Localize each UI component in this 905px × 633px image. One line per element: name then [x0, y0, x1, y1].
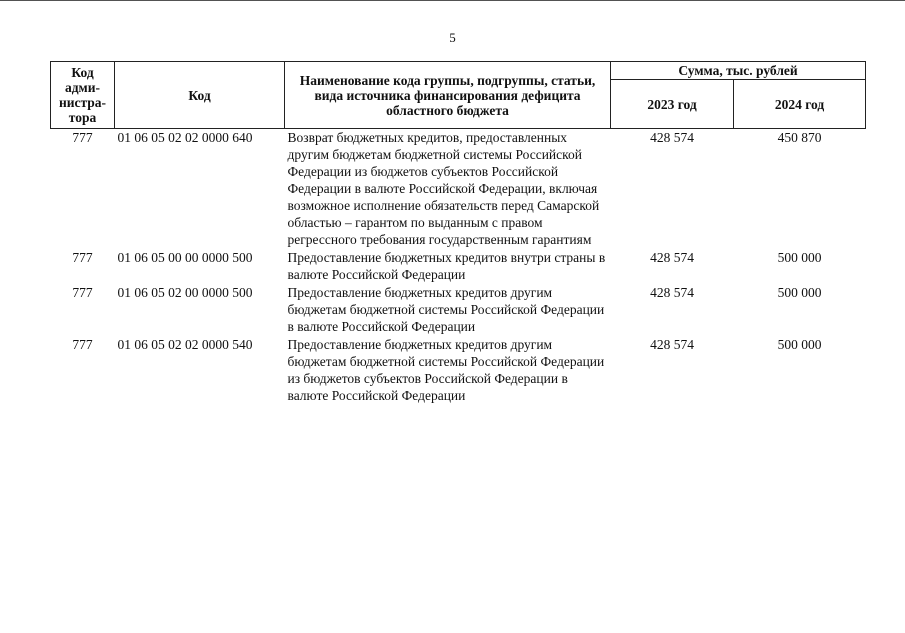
header-year-2023: 2023 год [611, 80, 734, 129]
header-name: Наименование кода группы, подгруппы, статьи, вида источника финансирования дефицита областного бюджета [285, 62, 611, 129]
cell-code: 01 06 05 02 00 0000 500 [117, 285, 253, 300]
header-code: Код [115, 62, 285, 129]
header-admin-code: Код адми-нистра-тора [51, 62, 115, 129]
cell-2024: 450 870 [777, 130, 822, 145]
cell-admin: 777 [72, 285, 93, 300]
cell-admin: 777 [72, 130, 93, 145]
cell-admin: 777 [72, 337, 93, 352]
page-top-edge [0, 0, 905, 3]
cell-name: Предоставление бюджетных кредитов внутри страны в валюте Российской Федерации [287, 250, 606, 282]
table-row [51, 284, 866, 336]
page-number: 5 [449, 30, 456, 45]
cell-code: 01 06 05 02 02 0000 540 [117, 337, 253, 352]
cell-code: 01 06 05 00 00 0000 500 [117, 250, 253, 265]
cell-2024: 500 000 [777, 285, 822, 300]
cell-2023: 428 574 [650, 130, 694, 145]
cell-2023: 428 574 [650, 250, 694, 265]
cell-name: Предоставление бюджетных кредитов другим бюджетам бюджетной системы Российской Федерации из бюджетов субъектов Российской Федерации в валюте Российской Федерации [287, 337, 605, 403]
table-header [51, 62, 866, 129]
cell-2024: 500 000 [777, 337, 822, 352]
cell-name: Возврат бюджетных кредитов, предоставленных другим бюджетам бюджетной системы Российской Федерации из бюджетов субъектов Российской Федерации в валюте Российской Федерации, включая возможное исполнение обязательств перед Самарской областью – гарантом по выданным с правом регрессного требования государственным гарантиям [287, 130, 600, 247]
table-row [51, 249, 866, 284]
budget-sources-table [50, 61, 866, 405]
table-row [51, 129, 866, 250]
cell-2023: 428 574 [650, 285, 694, 300]
table-body [51, 129, 866, 406]
cell-2023: 428 574 [650, 337, 694, 352]
table-row [51, 336, 866, 405]
header-sum: Сумма, тыс. рублей [611, 62, 866, 80]
cell-admin: 777 [72, 250, 93, 265]
cell-2024: 500 000 [777, 250, 822, 265]
cell-code: 01 06 05 02 02 0000 640 [117, 130, 253, 145]
cell-name: Предоставление бюджетных кредитов другим бюджетам бюджетной системы Российской Федерации в валюте Российской Федерации [287, 285, 605, 334]
header-year-2024: 2024 год [734, 80, 866, 129]
